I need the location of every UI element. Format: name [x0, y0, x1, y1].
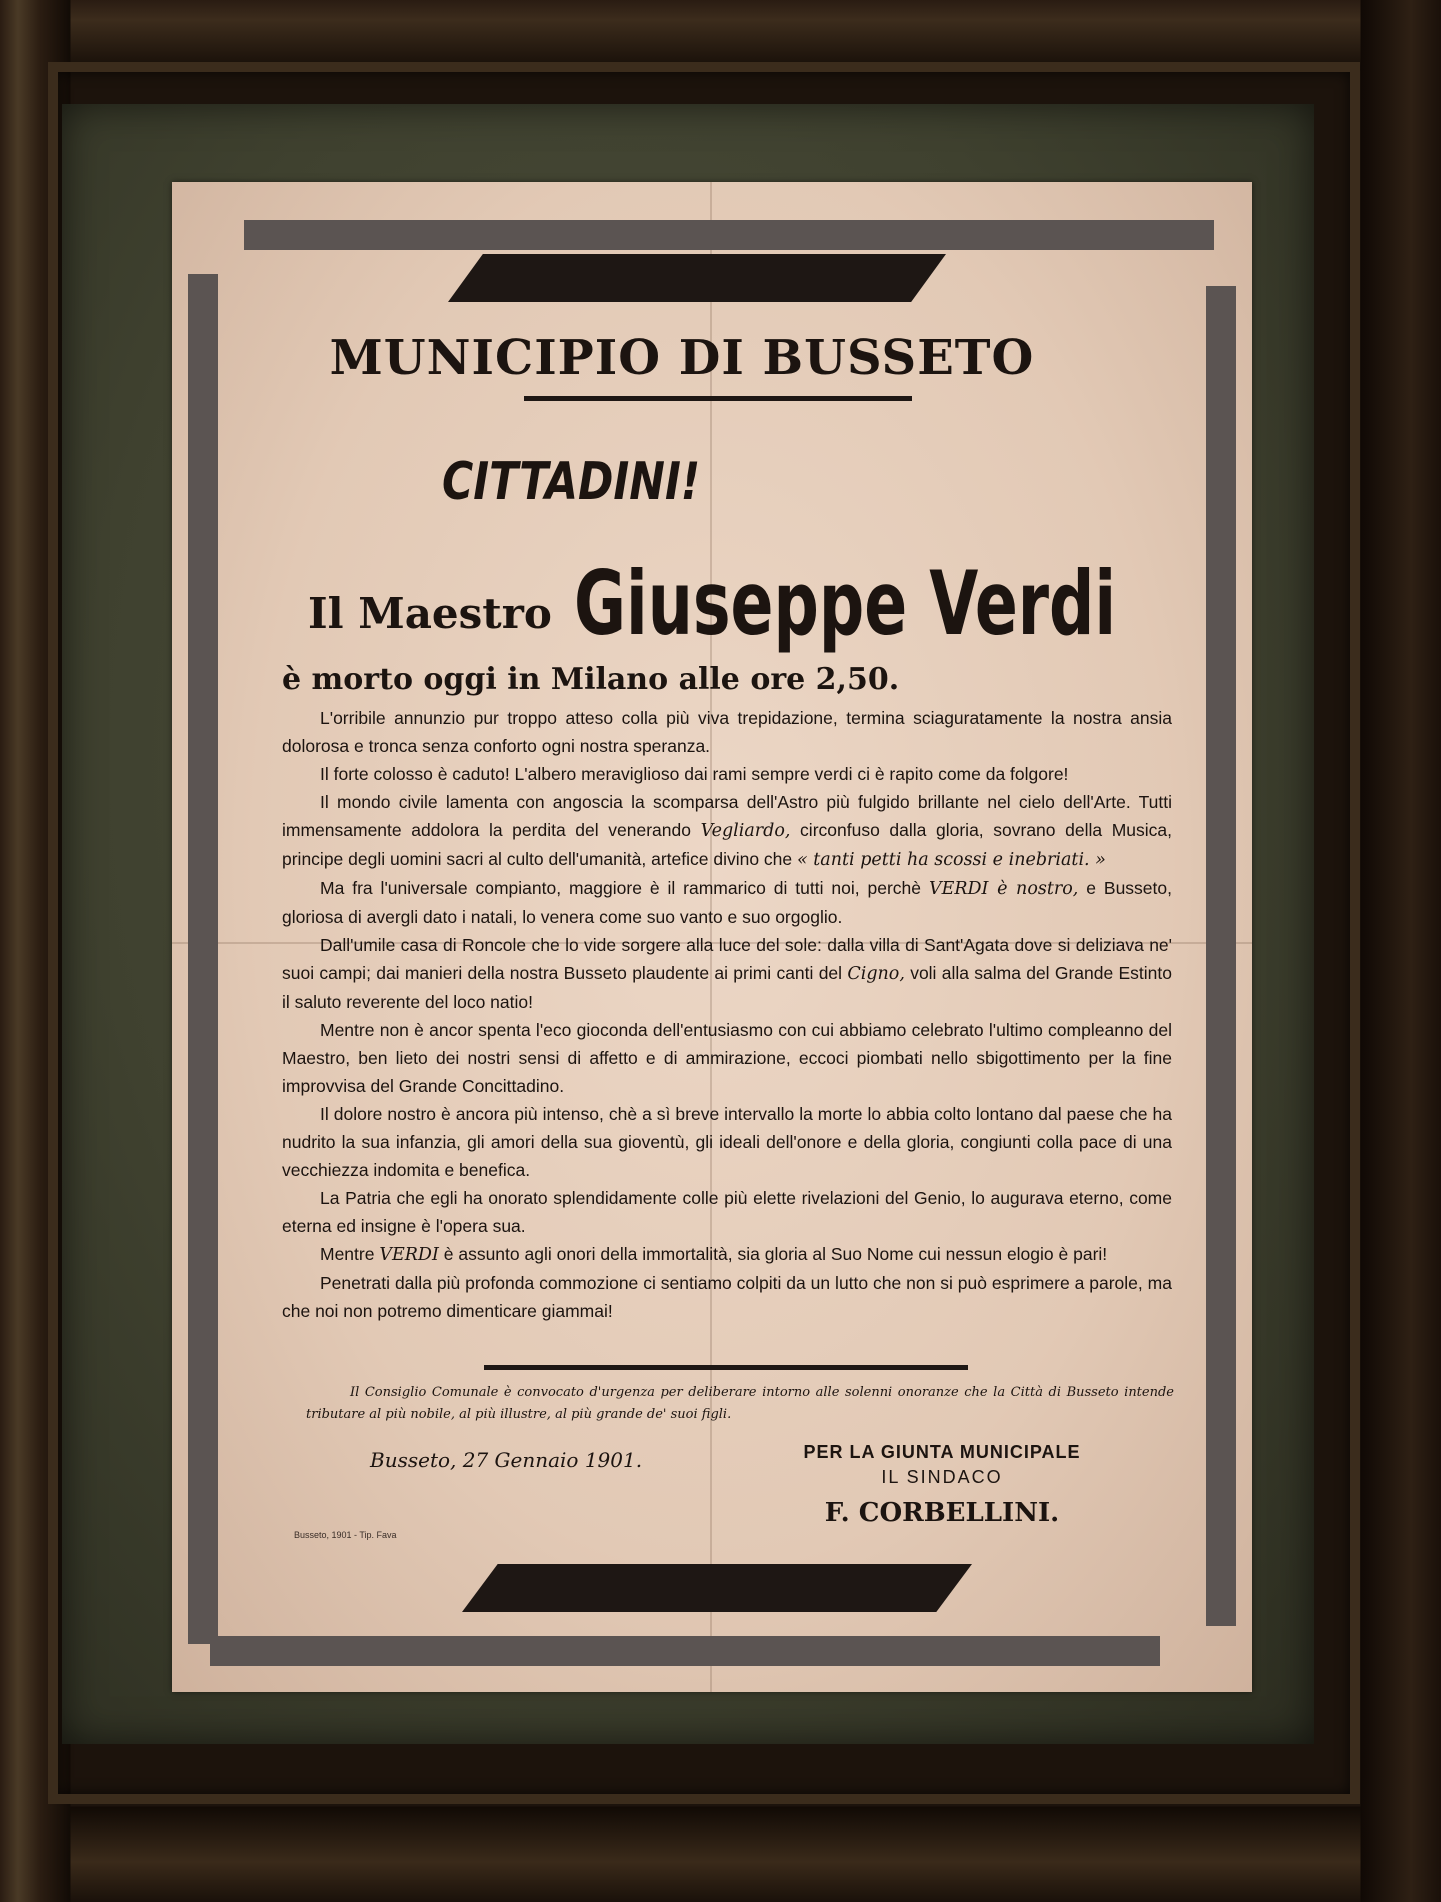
paragraph: Ma fra l'universale compianto, maggiore è il rammarico di tutti noi, perchè VERDI è nostro, e Busseto, gloriosa di avergli dato i natali, lo venera come suo vanto e suo orgoglio. — [282, 878, 1172, 927]
signature-sindaco: IL SINDACO — [881, 1467, 1003, 1487]
paragraph: Il mondo civile lamenta con angoscia la scomparsa dell'Astro più fulgido brillante nel cielo dell'Arte. Tutti immensamente addolora la perdita del venerando Vegliardo, circonfuso dalla gloria, sovrano della Musica, principe degli uomini sacri al culto dell'umanità, artefice divino che « tanti petti ha scossi e inebriati. » — [282, 792, 1172, 870]
paragraph: Penetrati dalla più profonda commozione ci sentiamo colpiti da un lutto che non si può esprimere a parole, ma che noi non potremo dimenticare giammai! — [282, 1273, 1172, 1321]
maestro-label: Il Maestro — [308, 589, 552, 638]
signature-name: F. CORBELLINI. — [824, 1498, 1060, 1528]
paragraph: Mentre VERDI è assunto agli onori della immortalità, sia gloria al Suo Nome cui nessun elogio è pari! — [320, 1244, 1108, 1265]
signature-block — [792, 1442, 1092, 1528]
maestro-line — [308, 552, 1327, 655]
paragraph: Il forte colosso è caduto! L'albero meraviglioso dai rami sempre verdi ci è rapito come da folgore! — [320, 764, 1069, 784]
salutation: CITTADINI! — [442, 452, 701, 512]
closing-rule — [484, 1365, 968, 1370]
poster — [172, 182, 1252, 1692]
paragraph: Dall'umile casa di Roncole che lo vide sorgere alla luce del sole: dalla villa di Sant'Agata dove si deliziava ne' suoi campi; dai manieri della nostra Busseto plaudente ai primi canti del Cigno, voli alla salma del Grande Estinto il saluto reverente del loco natio! — [282, 935, 1172, 1012]
border-left — [188, 274, 218, 1644]
title-rule — [524, 396, 912, 401]
top-ornament — [448, 254, 946, 302]
paragraph: L'orribile annunzio pur troppo atteso colla più viva trepidazione, termina sciaguratamente la nostra ansia dolorosa e tronca senza conforto ogni nostra speranza. — [282, 708, 1172, 756]
paragraph: Mentre non è ancor spenta l'eco gioconda dell'entusiasmo con cui abbiamo celebrato l'ultimo compleanno del Maestro, ben lieto dei nostri sensi di affetto e di ammirazione, eccoci piombati nello sbigottimento per la fine improvvisa del Grande Concittadino. — [282, 1020, 1172, 1096]
border-bottom — [210, 1636, 1160, 1666]
death-announcement: è morto oggi in Milano alle ore 2,50. — [282, 662, 900, 697]
signature-giunta: PER LA GIUNTA MUNICIPALE — [803, 1442, 1081, 1462]
border-top — [244, 220, 1214, 250]
council-notice: Il Consiglio Comunale è convocato d'urgenza per deliberare intorno alle solenni onoranze che la Città di Busseto intende tributare al più nobile, al più illustre, al più grande de' suoi figli. — [306, 1385, 1174, 1422]
maestro-name: Giuseppe Verdi — [573, 552, 1116, 655]
proclamation-body — [282, 704, 1172, 1325]
paragraph: La Patria che egli ha onorato splendidamente colle più elette rivelazioni del Genio, lo augurava eterno, come eterna ed insigne è l'opera sua. — [282, 1188, 1172, 1236]
date-line: Busseto, 27 Gennaio 1901. — [370, 1448, 643, 1472]
printer-imprint: Busseto, 1901 - Tip. Fava — [294, 1530, 397, 1540]
poster-title: MUNICIPIO DI BUSSETO — [329, 330, 1035, 386]
bottom-ornament — [462, 1564, 972, 1612]
paragraph: Il dolore nostro è ancora più intenso, chè a sì breve intervallo la morte lo abbia colto lontano dal paese che ha nudrito la sua infanzia, gli amori della sua gioventù, gli ideali dell'onore e della gloria, congiunti colla pace di una vecchiezza indomita e benefica. — [282, 1104, 1172, 1180]
border-right — [1206, 286, 1236, 1626]
